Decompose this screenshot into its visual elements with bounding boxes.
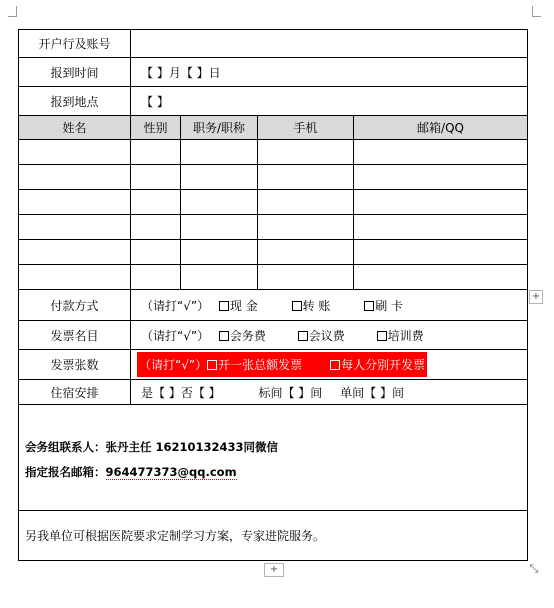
attendee-row (19, 215, 528, 240)
footer-row (19, 511, 528, 561)
crop-mark-top-left (8, 6, 17, 17)
attendee-phone-cell[interactable] (258, 190, 354, 215)
contact-row (19, 405, 528, 511)
attendee-title-cell[interactable] (181, 215, 258, 240)
attendee-phone-cell[interactable] (258, 165, 354, 190)
crop-mark-top-right (532, 6, 541, 17)
attendee-title-cell[interactable] (181, 140, 258, 165)
lodging-label: 住宿安排 (19, 380, 131, 405)
payment-label: 付款方式 (19, 290, 131, 321)
attendee-name-cell[interactable] (19, 240, 131, 265)
attendee-row (19, 165, 528, 190)
email-address[interactable]: 964477373@qq.com (105, 465, 237, 479)
checkbox-transfer[interactable] (292, 301, 302, 311)
attendee-name-cell[interactable] (19, 140, 131, 165)
attendee-email-cell[interactable] (354, 140, 528, 165)
payment-option-card: 刷 卡 (375, 298, 404, 313)
payment-option-cash: 现 金 (229, 298, 258, 313)
attendee-gender-cell[interactable] (131, 215, 181, 240)
attendee-phone-cell[interactable] (258, 140, 354, 165)
lodging-single-room[interactable]: 单间【 】间 (340, 385, 404, 400)
lodging-row (19, 380, 528, 405)
add-row-button[interactable]: + (264, 563, 284, 577)
attendee-name-cell[interactable] (19, 265, 131, 290)
lodging-options (131, 380, 528, 405)
checkbox-training-fee[interactable] (377, 331, 387, 341)
attendee-title-cell[interactable] (181, 265, 258, 290)
attendee-phone-cell[interactable] (258, 215, 354, 240)
contact-email-line (25, 464, 521, 480)
checkbox-cash[interactable] (219, 301, 229, 311)
attendee-phone-cell[interactable] (258, 240, 354, 265)
attendee-title-cell[interactable] (181, 190, 258, 215)
attendee-gender-cell[interactable] (131, 165, 181, 190)
attendee-email-cell[interactable] (354, 215, 528, 240)
lodging-no[interactable]: 否【 】 (180, 385, 221, 400)
attendee-phone-cell[interactable] (258, 265, 354, 290)
attendee-title-cell[interactable] (181, 240, 258, 265)
attendee-email-cell[interactable] (354, 265, 528, 290)
contact-person: 会务组联系人：张丹主任 16210132433同微信 (25, 440, 279, 454)
invoice-option-meeting-fee: 会议费 (308, 328, 345, 343)
invoice-title-options (131, 321, 528, 350)
arrival-time-label: 报到时间 (19, 58, 131, 87)
invoice-option-training-fee: 培训费 (387, 328, 424, 343)
attendee-name-cell[interactable] (19, 215, 131, 240)
attendee-gender-cell[interactable] (131, 240, 181, 265)
footer-note: 另我单位可根据医院要求定制学习方案，专家进院服务。 (19, 511, 528, 561)
invoice-count-hint: （请打“√”） (139, 358, 208, 372)
payment-hint: （请打“√”） (141, 298, 210, 313)
column-header-title: 职务/职称 (181, 116, 258, 140)
registration-form-table (18, 29, 528, 561)
attendee-gender-cell[interactable] (131, 190, 181, 215)
lodging-standard-room[interactable]: 标间【 】间 (258, 385, 323, 400)
arrival-place-value[interactable]: 【 】 (131, 87, 528, 116)
attendee-email-cell[interactable] (354, 240, 528, 265)
attendee-name-cell[interactable] (19, 165, 131, 190)
bank-account-label: 开户行及账号 (19, 30, 131, 58)
bank-account-value[interactable] (131, 30, 528, 58)
invoice-option-individual: 每人分别开发票 (341, 358, 426, 372)
checkbox-card[interactable] (364, 301, 374, 311)
arrival-place-label: 报到地点 (19, 87, 131, 116)
lodging-yes[interactable]: 是【 】 (141, 385, 181, 400)
invoice-option-single: 开一张总额发票 (218, 358, 303, 372)
bank-account-row (19, 30, 528, 58)
payment-options (131, 290, 528, 321)
checkbox-individual-invoices[interactable] (330, 360, 340, 370)
invoice-count-options (131, 350, 528, 380)
add-column-button[interactable]: + (529, 290, 543, 304)
email-label: 指定报名邮箱： (25, 465, 106, 479)
column-header-name: 姓名 (19, 116, 131, 140)
contact-cell (19, 405, 528, 511)
attendee-email-cell[interactable] (354, 165, 528, 190)
invoice-count-label: 发票张数 (19, 350, 131, 380)
attendee-row (19, 240, 528, 265)
checkbox-conference-fee[interactable] (219, 331, 229, 341)
column-header-gender: 性别 (131, 116, 181, 140)
invoice-title-hint: （请打“√”） (141, 328, 210, 343)
checkbox-meeting-fee[interactable] (298, 331, 308, 341)
arrival-place-row (19, 87, 528, 116)
invoice-option-conference-fee: 会务费 (229, 328, 266, 343)
attendee-row (19, 140, 528, 165)
attendee-title-cell[interactable] (181, 165, 258, 190)
invoice-title-row (19, 321, 528, 350)
attendee-name-cell[interactable] (19, 190, 131, 215)
invoice-title-label: 发票名目 (19, 321, 131, 350)
attendee-row (19, 190, 528, 215)
attendee-row (19, 265, 528, 290)
invoice-count-row (19, 350, 528, 380)
payment-option-transfer: 转 账 (302, 298, 331, 313)
column-header-email: 邮箱/QQ (354, 116, 528, 140)
invoice-count-highlight (137, 352, 427, 377)
arrival-time-row (19, 58, 528, 87)
checkbox-single-invoice[interactable] (207, 360, 217, 370)
attendee-gender-cell[interactable] (131, 265, 181, 290)
payment-row (19, 290, 528, 321)
table-resize-handle[interactable]: ⤡ (529, 562, 539, 575)
attendee-gender-cell[interactable] (131, 140, 181, 165)
attendee-email-cell[interactable] (354, 190, 528, 215)
attendee-header-row (19, 116, 528, 140)
arrival-time-value[interactable]: 【 】月【 】日 (131, 58, 528, 87)
column-header-phone: 手机 (258, 116, 354, 140)
